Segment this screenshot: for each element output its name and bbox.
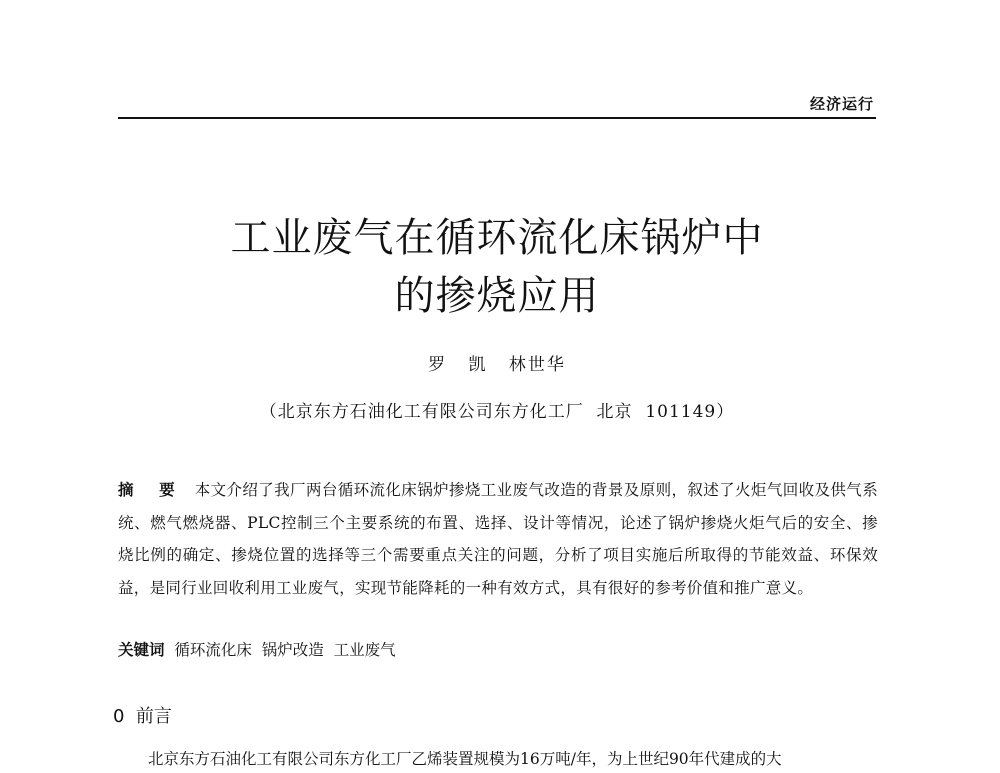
keywords (118, 636, 878, 664)
keywords-text: 循环流化床 锅炉改造 工业废气 (164, 641, 396, 659)
section-heading: 0 前言 (113, 706, 172, 727)
body-text-first-line: 北京东方石油化工有限公司东方化工厂乙烯装置规模为16万吨/年，为上世纪90年代建成的大 (148, 750, 782, 768)
title-line-2: 的掺烧应用 (394, 273, 600, 319)
abstract-text: 本文介绍了我厂两台循环流化床锅炉掺烧工业废气改造的背景及原则，叙述了火炬气回收及供气系统、燃气燃烧器、PLC控制三个主要系统的布置、选择、设计等情况，论述了锅炉掺烧火炬气后的安全、掺烧比例的确定、掺烧位置的选择等三个需要重点关注的问题，分析了项目实施后所取得的节能效益、环保效益，是同行业回收利用工业废气，实现节能降耗的一种有效方式，具有很好的参考价值和推广意义。 (118, 481, 878, 597)
keywords-label: 关键词 (118, 641, 165, 659)
title-line-1: 工业废气在循环流化床锅炉中 (230, 215, 764, 261)
header-rule (118, 117, 876, 119)
authors: 罗 凯 林世华 (428, 355, 566, 375)
running-head: 经济运行 (809, 95, 874, 113)
abstract (118, 474, 878, 604)
abstract-label: 摘 要 (118, 481, 185, 499)
affiliation: （北京东方石油化工有限公司东方化工厂 北京 101149） (259, 402, 735, 422)
